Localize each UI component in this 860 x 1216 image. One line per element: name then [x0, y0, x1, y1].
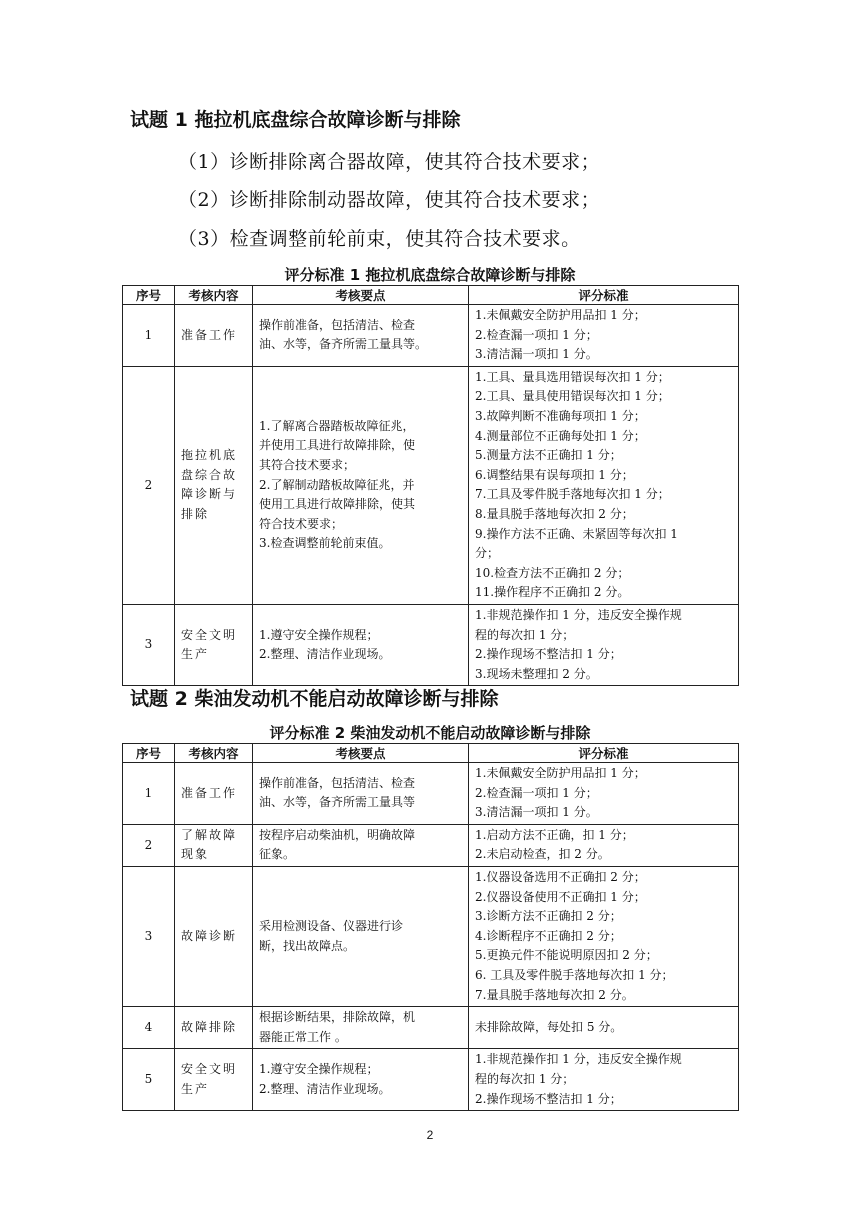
row-criteria-line: 6. 工具及零件脱手落地每次扣 1 分； — [475, 967, 674, 982]
row-criteria-line: 10.检查方法不正确扣 2 分； — [475, 565, 630, 580]
row-seq: 2 — [123, 366, 175, 604]
header-seq: 序号 — [123, 744, 175, 763]
row-points-line: 按程序启动柴油机，明确故障 — [259, 827, 416, 842]
row-criteria-line: 2.检查漏一项扣 1 分； — [475, 785, 598, 800]
row-criteria-line: 8.量具脱手落地每次扣 2 分； — [475, 506, 634, 521]
row-points-line: 操作前准备，包括清洁、检查 — [259, 775, 416, 790]
row-criteria-line: 6.调整结果有误每项扣 1 分； — [475, 467, 634, 482]
scoring-table-2 — [122, 743, 739, 1111]
row-points — [253, 1007, 469, 1049]
row-content — [175, 763, 253, 825]
row-criteria-line: 2.未启动检查，扣 2 分。 — [475, 847, 610, 862]
row-criteria-line: 2.仪器设备使用不正确扣 1 分； — [475, 889, 646, 904]
table-row — [123, 366, 739, 604]
row-points-line: 2.了解制动踏板故障征兆，并 — [259, 477, 415, 492]
header-content: 考核内容 — [175, 744, 253, 763]
row-points-line: 1.遵守安全操作规程； — [259, 1062, 379, 1077]
row-content-line: 盘综合故 — [181, 467, 238, 482]
row-criteria — [469, 1049, 739, 1111]
row-content-line: 生产 — [181, 647, 210, 662]
row-criteria-line: 2.工具、量具使用错误每次扣 1 分； — [475, 389, 670, 404]
table-row — [123, 305, 739, 367]
question-1-title: 试题 1 拖拉机底盘综合故障诊断与排除 — [130, 109, 461, 131]
row-content — [175, 305, 253, 367]
row-criteria-line: 11.操作程序不正确扣 2 分。 — [475, 585, 630, 600]
row-criteria — [469, 824, 739, 866]
row-points — [253, 305, 469, 367]
row-content-line: 准备工作 — [181, 785, 238, 800]
row-points-line: 油、水等，备齐所需工量具等。 — [259, 337, 428, 352]
row-seq: 2 — [123, 824, 175, 866]
row-points — [253, 1049, 469, 1111]
row-criteria-line: 4.诊断程序不正确扣 2 分； — [475, 928, 622, 943]
row-criteria-line: 2.操作现场不整洁扣 1 分； — [475, 1091, 622, 1106]
row-criteria-line: 3.诊断方法不正确扣 2 分； — [475, 909, 622, 924]
row-points-line: 3.检查调整前轮前束值。 — [259, 536, 391, 551]
row-content — [175, 1049, 253, 1111]
header-criteria: 评分标准 — [469, 744, 739, 763]
row-criteria — [469, 366, 739, 604]
table-row — [123, 604, 739, 685]
header-points: 考核要点 — [253, 286, 469, 305]
row-seq: 1 — [123, 763, 175, 825]
row-criteria — [469, 763, 739, 825]
row-criteria-line: 3.清洁漏一项扣 1 分。 — [475, 805, 598, 820]
row-points-line: 根据诊断结果，排除故障，机 — [259, 1010, 416, 1025]
row-criteria-line: 1.仪器设备选用不正确扣 2 分； — [475, 869, 646, 884]
row-content-line: 安全文明 — [181, 627, 238, 642]
row-criteria-line: 5.测量方法不正确扣 1 分； — [475, 448, 622, 463]
row-content — [175, 604, 253, 685]
row-seq: 1 — [123, 305, 175, 367]
row-points-line: 1.遵守安全操作规程； — [259, 627, 379, 642]
row-content — [175, 366, 253, 604]
header-content: 考核内容 — [175, 286, 253, 305]
table-row — [123, 763, 739, 825]
row-content-line: 拖拉机底 — [181, 448, 238, 463]
table-1-caption: 评分标准 1 拖拉机底盘综合故障诊断与排除 — [284, 266, 576, 284]
row-points-line: 操作前准备，包括清洁、检查 — [259, 317, 416, 332]
header-points: 考核要点 — [253, 744, 469, 763]
row-criteria-line: 程的每次扣 1 分； — [475, 1071, 575, 1086]
row-seq: 3 — [123, 866, 175, 1006]
row-criteria-line: 程的每次扣 1 分； — [475, 627, 575, 642]
row-points-line: 使用工具进行故障排除，使其 — [259, 497, 416, 512]
row-points-line: 断，找出故障点。 — [259, 938, 356, 953]
page-number: 2 — [426, 1128, 434, 1142]
row-content-line: 故障排除 — [181, 1019, 238, 1034]
row-criteria-line: 2.操作现场不整洁扣 1 分； — [475, 647, 622, 662]
header-seq: 序号 — [123, 286, 175, 305]
row-content-line: 故障诊断 — [181, 928, 238, 943]
row-points-line: 2.整理、清洁作业现场。 — [259, 1081, 391, 1096]
row-criteria-line: 3.清洁漏一项扣 1 分。 — [475, 347, 598, 362]
scoring-table-1 — [122, 285, 739, 686]
row-content-line: 生产 — [181, 1081, 210, 1096]
table-row — [123, 1049, 739, 1111]
row-content-line: 准备工作 — [181, 327, 238, 342]
row-points-line: 符合技术要求； — [259, 516, 344, 531]
row-seq: 4 — [123, 1007, 175, 1049]
row-content-line: 障诊断与 — [181, 487, 238, 502]
table-row — [123, 866, 739, 1006]
row-points-line: 征象。 — [259, 847, 296, 862]
row-points-line: 油、水等，备齐所需工量具等 — [259, 795, 416, 810]
row-criteria-line: 1.工具、量具选用错误每次扣 1 分； — [475, 369, 670, 384]
row-content-line: 排除 — [181, 506, 210, 521]
row-points-line: 并使用工具进行故障排除，使 — [259, 438, 416, 453]
row-criteria — [469, 604, 739, 685]
row-content-line: 安全文明 — [181, 1062, 238, 1077]
question-1-item-1: （1）诊断排除离合器故障，使其符合技术要求； — [178, 151, 601, 173]
row-criteria-line: 1.非规范操作扣 1 分，违反安全操作规 — [475, 1052, 682, 1067]
question-1-item-2: （2）诊断排除制动器故障，使其符合技术要求； — [178, 189, 601, 211]
row-points — [253, 763, 469, 825]
row-criteria — [469, 866, 739, 1006]
row-points-line: 器能正常工作 。 — [259, 1029, 347, 1044]
row-content — [175, 1007, 253, 1049]
row-content — [175, 824, 253, 866]
row-points-line: 其符合技术要求； — [259, 457, 356, 472]
table-2-caption: 评分标准 2 柴油发动机不能启动故障诊断与排除 — [269, 724, 591, 742]
question-1-item-3: （3）检查调整前轮前束，使其符合技术要求。 — [178, 228, 581, 250]
question-2-title: 试题 2 柴油发动机不能启动故障诊断与排除 — [130, 688, 499, 710]
header-criteria: 评分标准 — [469, 286, 739, 305]
row-criteria-line: 5.更换元件不能说明原因扣 2 分； — [475, 948, 658, 963]
table-header-row — [123, 286, 739, 305]
row-points — [253, 866, 469, 1006]
row-content — [175, 866, 253, 1006]
row-content-line: 了解故障 — [181, 827, 238, 842]
row-criteria-line: 4.测量部位不正确每处扣 1 分； — [475, 428, 646, 443]
row-criteria-line: 1.未佩戴安全防护用品扣 1 分； — [475, 766, 646, 780]
table-header-row — [123, 744, 739, 763]
row-criteria-line: 未排除故障，每处扣 5 分。 — [475, 1019, 623, 1034]
row-criteria — [469, 305, 739, 367]
row-content-line: 现象 — [181, 847, 210, 862]
row-seq: 3 — [123, 604, 175, 685]
row-criteria — [469, 1007, 739, 1049]
row-points — [253, 366, 469, 604]
row-criteria-line: 7.工具及零件脱手落地每次扣 1 分； — [475, 487, 670, 502]
row-criteria-line: 1.非规范操作扣 1 分，违反安全操作规 — [475, 607, 682, 622]
row-points-line: 采用检测设备、仪器进行诊 — [259, 918, 404, 933]
row-criteria-line: 9.操作方法不正确、未紧固等每次扣 1 — [475, 526, 678, 541]
row-criteria-line: 分； — [475, 546, 500, 561]
row-criteria-line: 7.量具脱手落地每次扣 2 分。 — [475, 987, 634, 1002]
row-seq: 5 — [123, 1049, 175, 1111]
row-criteria-line: 2.检查漏一项扣 1 分； — [475, 327, 598, 342]
row-criteria-line: 3.现场未整理扣 2 分。 — [475, 666, 598, 681]
row-points-line: 2.整理、清洁作业现场。 — [259, 647, 391, 662]
row-criteria-line: 3.故障判断不准确每项扣 1 分； — [475, 408, 646, 423]
table-row — [123, 824, 739, 866]
row-points — [253, 604, 469, 685]
row-points-line: 1.了解离合器踏板故障征兆， — [259, 418, 415, 433]
row-criteria-line: 1.未佩戴安全防护用品扣 1 分； — [475, 308, 646, 322]
row-points — [253, 824, 469, 866]
row-criteria-line: 1.启动方法不正确，扣 1 分； — [475, 827, 634, 842]
table-row — [123, 1007, 739, 1049]
